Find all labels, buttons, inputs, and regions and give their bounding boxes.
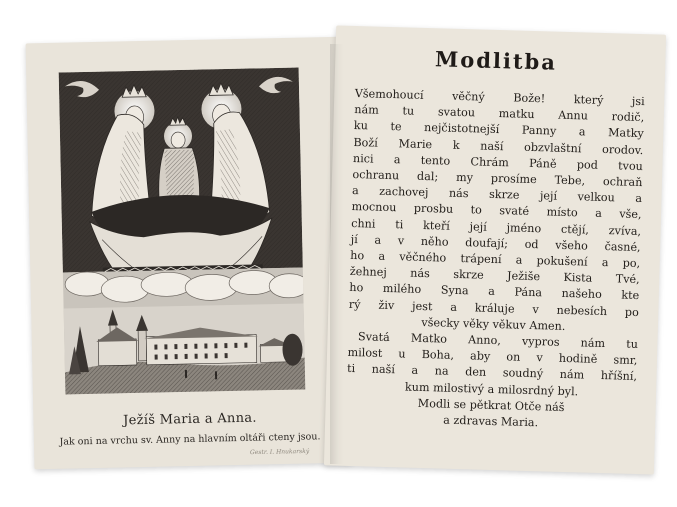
prayer-line: nici a tento Chrám Páně pod tvou — [352, 151, 644, 173]
engraver-signature: Gestr. I. Hnukarský — [249, 447, 310, 457]
devotional-engraving — [59, 68, 306, 395]
prayer-line: všecky věky věkuv Amen. — [421, 315, 566, 333]
prayer-line: a zdravas Maria. — [443, 413, 539, 430]
prayer-line: jí a v něho doufají; od všeho časné, — [350, 232, 641, 254]
prayer-line: Modli se pětkrat Otče náš — [417, 396, 565, 414]
prayer-line: kum milostivý a milosrdný byl. — [404, 380, 579, 399]
engraving-caption-title: Ježíš Maria a Anna. — [123, 410, 257, 429]
prayer-line: ho milého Syna a Pána našeho kte — [349, 281, 640, 303]
engraving-illustration — [59, 68, 306, 395]
prayer-line: ti naší a na den soudný nám hříšní, — [346, 362, 638, 384]
prayer-line: ho a věčného trápení a pokušení a po, — [350, 248, 641, 271]
prayer-line: ochranu dal; my prosíme Tebe, ochraň — [352, 167, 643, 190]
prayer-line: Boží Marie k naší obzvlaštní orodov. — [353, 135, 644, 157]
booklet-spine — [330, 44, 344, 464]
prayer-line: a zachovej nás skrze její velkou a — [351, 184, 643, 206]
prayer-text — [345, 86, 644, 434]
prayer-line: žehnej nás skrze Ježiše Kista Tvé, — [349, 265, 640, 287]
prayer-title: Modlitba — [434, 46, 558, 75]
prayer-line: Svatá Matko Anno, vypros nám tu — [357, 330, 639, 352]
prayer-line: Všemohoucí věčný Bože! který jsi — [354, 86, 645, 109]
prayer-line: milost u Boha, aby on v hodině smr, — [347, 346, 638, 368]
engraving-caption-subtitle: Jak oni na vrchu sv. Anny na hlavním oltáři cteny jsou. — [59, 431, 321, 448]
prayer-line: ku te nejčistotnejší Panny a Matky — [353, 119, 644, 141]
prayer-line: mocnou prosbu to svaté místo a vše, — [351, 200, 642, 222]
prayer-line: nám tu svatou matku Annu rodič, — [354, 103, 645, 125]
prayer-line: chni ti kteří její jméno ctějí, zvíva, — [350, 216, 642, 238]
prayer-line: rý živ jest a králuje v nebesích po — [348, 297, 639, 319]
